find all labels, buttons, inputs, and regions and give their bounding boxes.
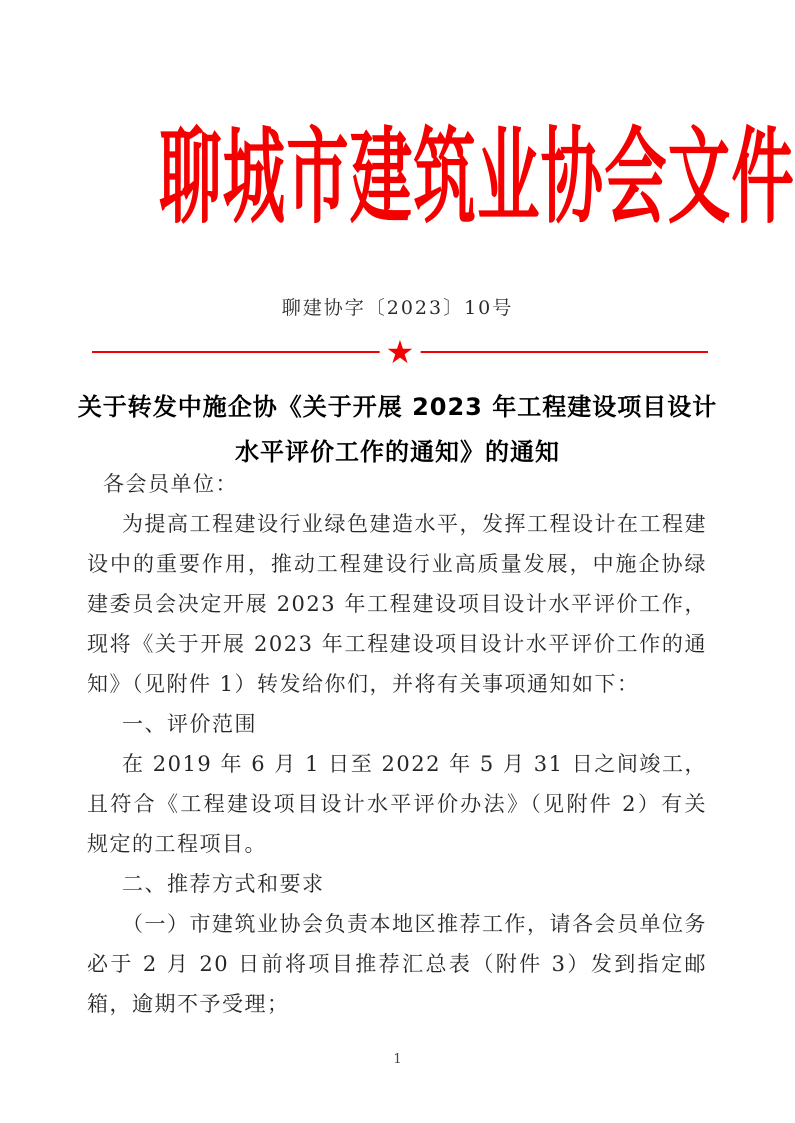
paragraph: 在 2019 年 6 月 1 日至 2022 年 5 月 31 日之间竣工，且符合《工程建设项目设计水平评价办法》（见附件 2）有关规定的工程项目。 <box>87 752 707 856</box>
paragraph: （一）市建筑业协会负责本地区推荐工作，请各会员单位务必于 2 月 20 日前将项目推荐汇总表（附件 3）发到指定邮箱，逾期不予受理； <box>87 912 707 1016</box>
org-banner-title: 聊城市建筑业协会文件 <box>158 115 795 238</box>
doc-reference-number: 聊建协字〔2023〕10号 <box>281 297 514 319</box>
page-number: 1 <box>393 1052 402 1067</box>
paragraph: 一、评价范围 <box>122 712 257 736</box>
red-divider-rule <box>92 333 708 371</box>
doc-title-line: 关于转发中施企协《关于开展 2023 年工程建设项目设计 <box>77 393 718 421</box>
paragraph: 二、推荐方式和要求 <box>122 872 325 896</box>
doc-title <box>0 385 795 475</box>
document-body <box>87 464 707 1024</box>
star-icon: ★ <box>380 336 421 368</box>
doc-title-line: 水平评价工作的通知》的通知 <box>235 438 560 466</box>
paragraph: 各会员单位： <box>103 472 238 496</box>
paragraph: 为提高工程建设行业绿色建造水平，发挥工程设计在工程建设中的重要作用，推动工程建设行业高质量发展，中施企协绿建委员会决定开展 2023 年工程建设项目设计水平评价工作，现将《关于开展 2023 年工程建设项目设计水平评价工作的通知》（见附件 1）转发给你们，并将有关事项通知如下： <box>87 512 707 696</box>
